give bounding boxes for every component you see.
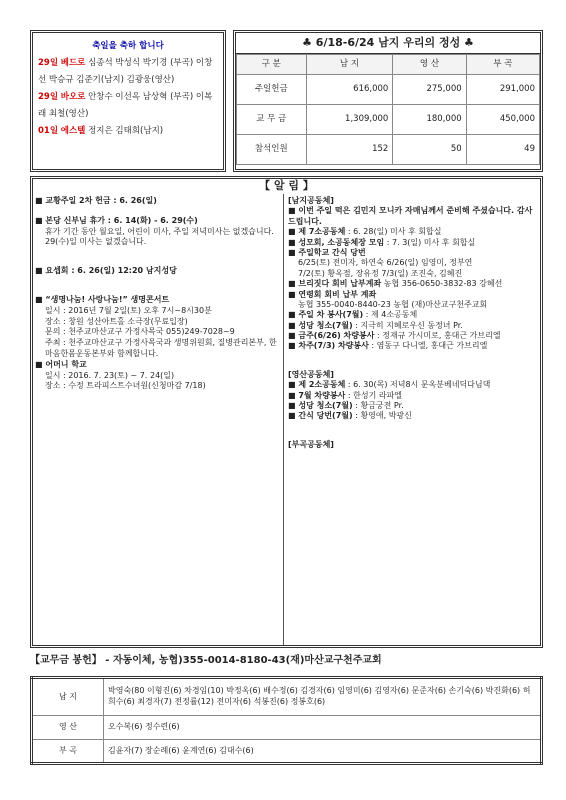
community-heading: [영산공동체] [288, 369, 334, 379]
community-heading: [부곡공동체] [288, 439, 334, 449]
notice-text: 7/2(토) 황옥점, 장유정 7/3(일) 조진숙, 김혜진 [298, 268, 463, 278]
notice-right [288, 196, 538, 450]
feast-entry: 29일 바오로 안창수 이선옥 남상혁 (부곡) 이복래 최철(영산) [38, 92, 213, 119]
notice-item: ■ 요셉회 : 6. 26(일) 12:20 남지성당 [35, 266, 278, 277]
notice-item: ■ 연령회 회비 납부 계좌 [288, 290, 538, 300]
notice-text: 일시 : 2016년 7월 2일(토) 오후 7시~8시30분 [45, 305, 212, 315]
offering-table [236, 54, 540, 165]
feast-entry: 29일 베드로 심종석 박성식 박기경 (부곡) 이창선 박승규 김준기(남지) 김광웅(영산) [38, 58, 213, 85]
col-header: 부 곡 [466, 55, 539, 75]
cell-value: 616,000 [306, 75, 393, 105]
tithe-heading: 【교무금 봉헌】 - 자동이체, 농협)355-0014-8180-43(재)마산교구천주교회 [30, 655, 382, 666]
tithe-names: 김윤자(7) 장순례(6) 윤계연(6) 김대수(6) [104, 740, 542, 764]
notice-item: ■ 금주(6/26) 차량봉사 : 정재규 가시미로, 홍대근 가브리엘 [288, 331, 501, 341]
cell-value: 49 [466, 135, 539, 165]
row-label: 주일헌금 [237, 75, 307, 105]
col-header: 영 산 [393, 55, 466, 75]
feast-entry: 01일 에스텔 정지은 김태희(남지) [38, 126, 164, 136]
notice-text: 주최 : 천주교마산교구 가정사목국과 생명위원회, 질병관리본부, 한마음한몸운동본부와 함께합니다. [45, 338, 277, 358]
tithe-names: 박영숙(80 이형진(6) 차경임(10) 박정옥(6) 배수정(6) 김경자(6) 임영미(6) 김영자(6) 문준자(6) 손기숙(6) 박진화(6) 허희수(6) 최경자(7) 전정률(12) 전미자(6) 석봉진(6) 정봉호(6) [104, 678, 542, 716]
notice-item: ■ 이번 주일 떡은 김민지 모니카 자매님께서 준비해 주셨습니다. 감사드립니다. [288, 206, 538, 227]
notice-item: ■ 어머니 학교 [35, 360, 278, 371]
cell-value: 291,000 [466, 75, 539, 105]
notice-text: 6/25(토) 전미자, 하연숙 6/26(일) 임영미, 정부연 [298, 258, 473, 268]
cell-value: 275,000 [393, 75, 466, 105]
notice-item: ■ 성모회, 소공동체장 모임 : 7. 3(일) 미사 후 회합실 [288, 237, 476, 247]
notice-text: 문의 : 천주교마산교구 가정사목국 055)249-7028~9 [45, 327, 235, 337]
notice-item: ■ 본당 신부님 휴가 : 6. 14(화) - 6. 29(수) [35, 216, 278, 227]
feast-box [30, 30, 226, 172]
notice-item: ■ 교황주일 2차 헌금 : 6. 26(일) [35, 196, 278, 207]
notice-item: ■ 제 7소공동체 : 6. 28(일) 미사 후 회합실 [288, 227, 442, 237]
notice-item: ■ 브리짓다 회비 납부계좌 농협 356-0650-3832-83 강혜선 [288, 279, 503, 289]
notice-left [35, 196, 278, 392]
row-label: 영 산 [32, 716, 104, 740]
cell-value: 152 [306, 135, 393, 165]
row-label: 참석인원 [237, 135, 307, 165]
community-heading: [남지공동체] [288, 196, 334, 205]
row-label: 남 지 [32, 678, 104, 716]
notice-item: ■ 주일 차 봉사(7월) : 제 4소공동체 [288, 310, 418, 320]
notice-text: 일시 : 2016. 7. 23(토) ~ 7. 24(일) [45, 370, 175, 380]
col-header: 남 지 [306, 55, 393, 75]
tithe-names: 오수복(6) 정수련(6) [104, 716, 542, 740]
feast-title: 축일을 축하 합니다 [92, 41, 164, 51]
notice-text: 장소 : 창원 성산아트홀 소극장(무료입장) [45, 316, 188, 326]
notice-text: 장소 : 수정 트라피스트수녀원(신청마감 7/18) [45, 381, 206, 391]
col-header: 구 분 [237, 55, 307, 75]
cell-value: 450,000 [466, 105, 539, 135]
cell-value: 1,309,000 [306, 105, 393, 135]
row-label: 교 무 금 [237, 105, 307, 135]
notice-item: ■ 간식 당번(7월) : 황영애, 박광신 [288, 411, 412, 421]
notice-item: ■ 제 2소공동체 : 6. 30(목) 저녁8시 문옥분베네딕다님댁 [288, 380, 491, 390]
notice-divider [283, 194, 284, 645]
notice-title: 【 알 림 】 [259, 179, 314, 192]
notice-item: ■ 7월 차량봉사 : 한성기 라파엘 [288, 390, 403, 400]
notice-text: 농협 355-0040-8440-23 농협 (재)마산교구천주교회 [298, 299, 488, 309]
notice-item: ■ 성당 청소(7월) : 지극히 지혜로우신 동정녀 Pr. [288, 320, 463, 330]
notice-item: ■ 성당 청소(7월) : 황금궁전 Pr. [288, 401, 404, 411]
notice-item: ■ “생명나눔! 사랑나눔!” 생명콘서트 [35, 295, 278, 306]
notice-item: ■ 차주(7/3) 차량봉사 : 염동구 다니엘, 홍대근 가브리엘 [288, 341, 488, 351]
tithe-table [30, 676, 543, 765]
cell-value: 180,000 [393, 105, 466, 135]
cell-value: 50 [393, 135, 466, 165]
notice-item: ■ 주일학교 간식 당번 [288, 248, 538, 258]
offering-box [233, 30, 543, 172]
row-label: 부 곡 [32, 740, 104, 764]
notice-text: 휴가 기간 동안 월요일, 어린이 미사, 주일 저녁미사는 없겠습니다. 29(수)일 미사는 없겠습니다. [45, 226, 274, 247]
offering-title: ♣ 6/18-6/24 남지 우리의 정성 ♣ [236, 33, 540, 54]
